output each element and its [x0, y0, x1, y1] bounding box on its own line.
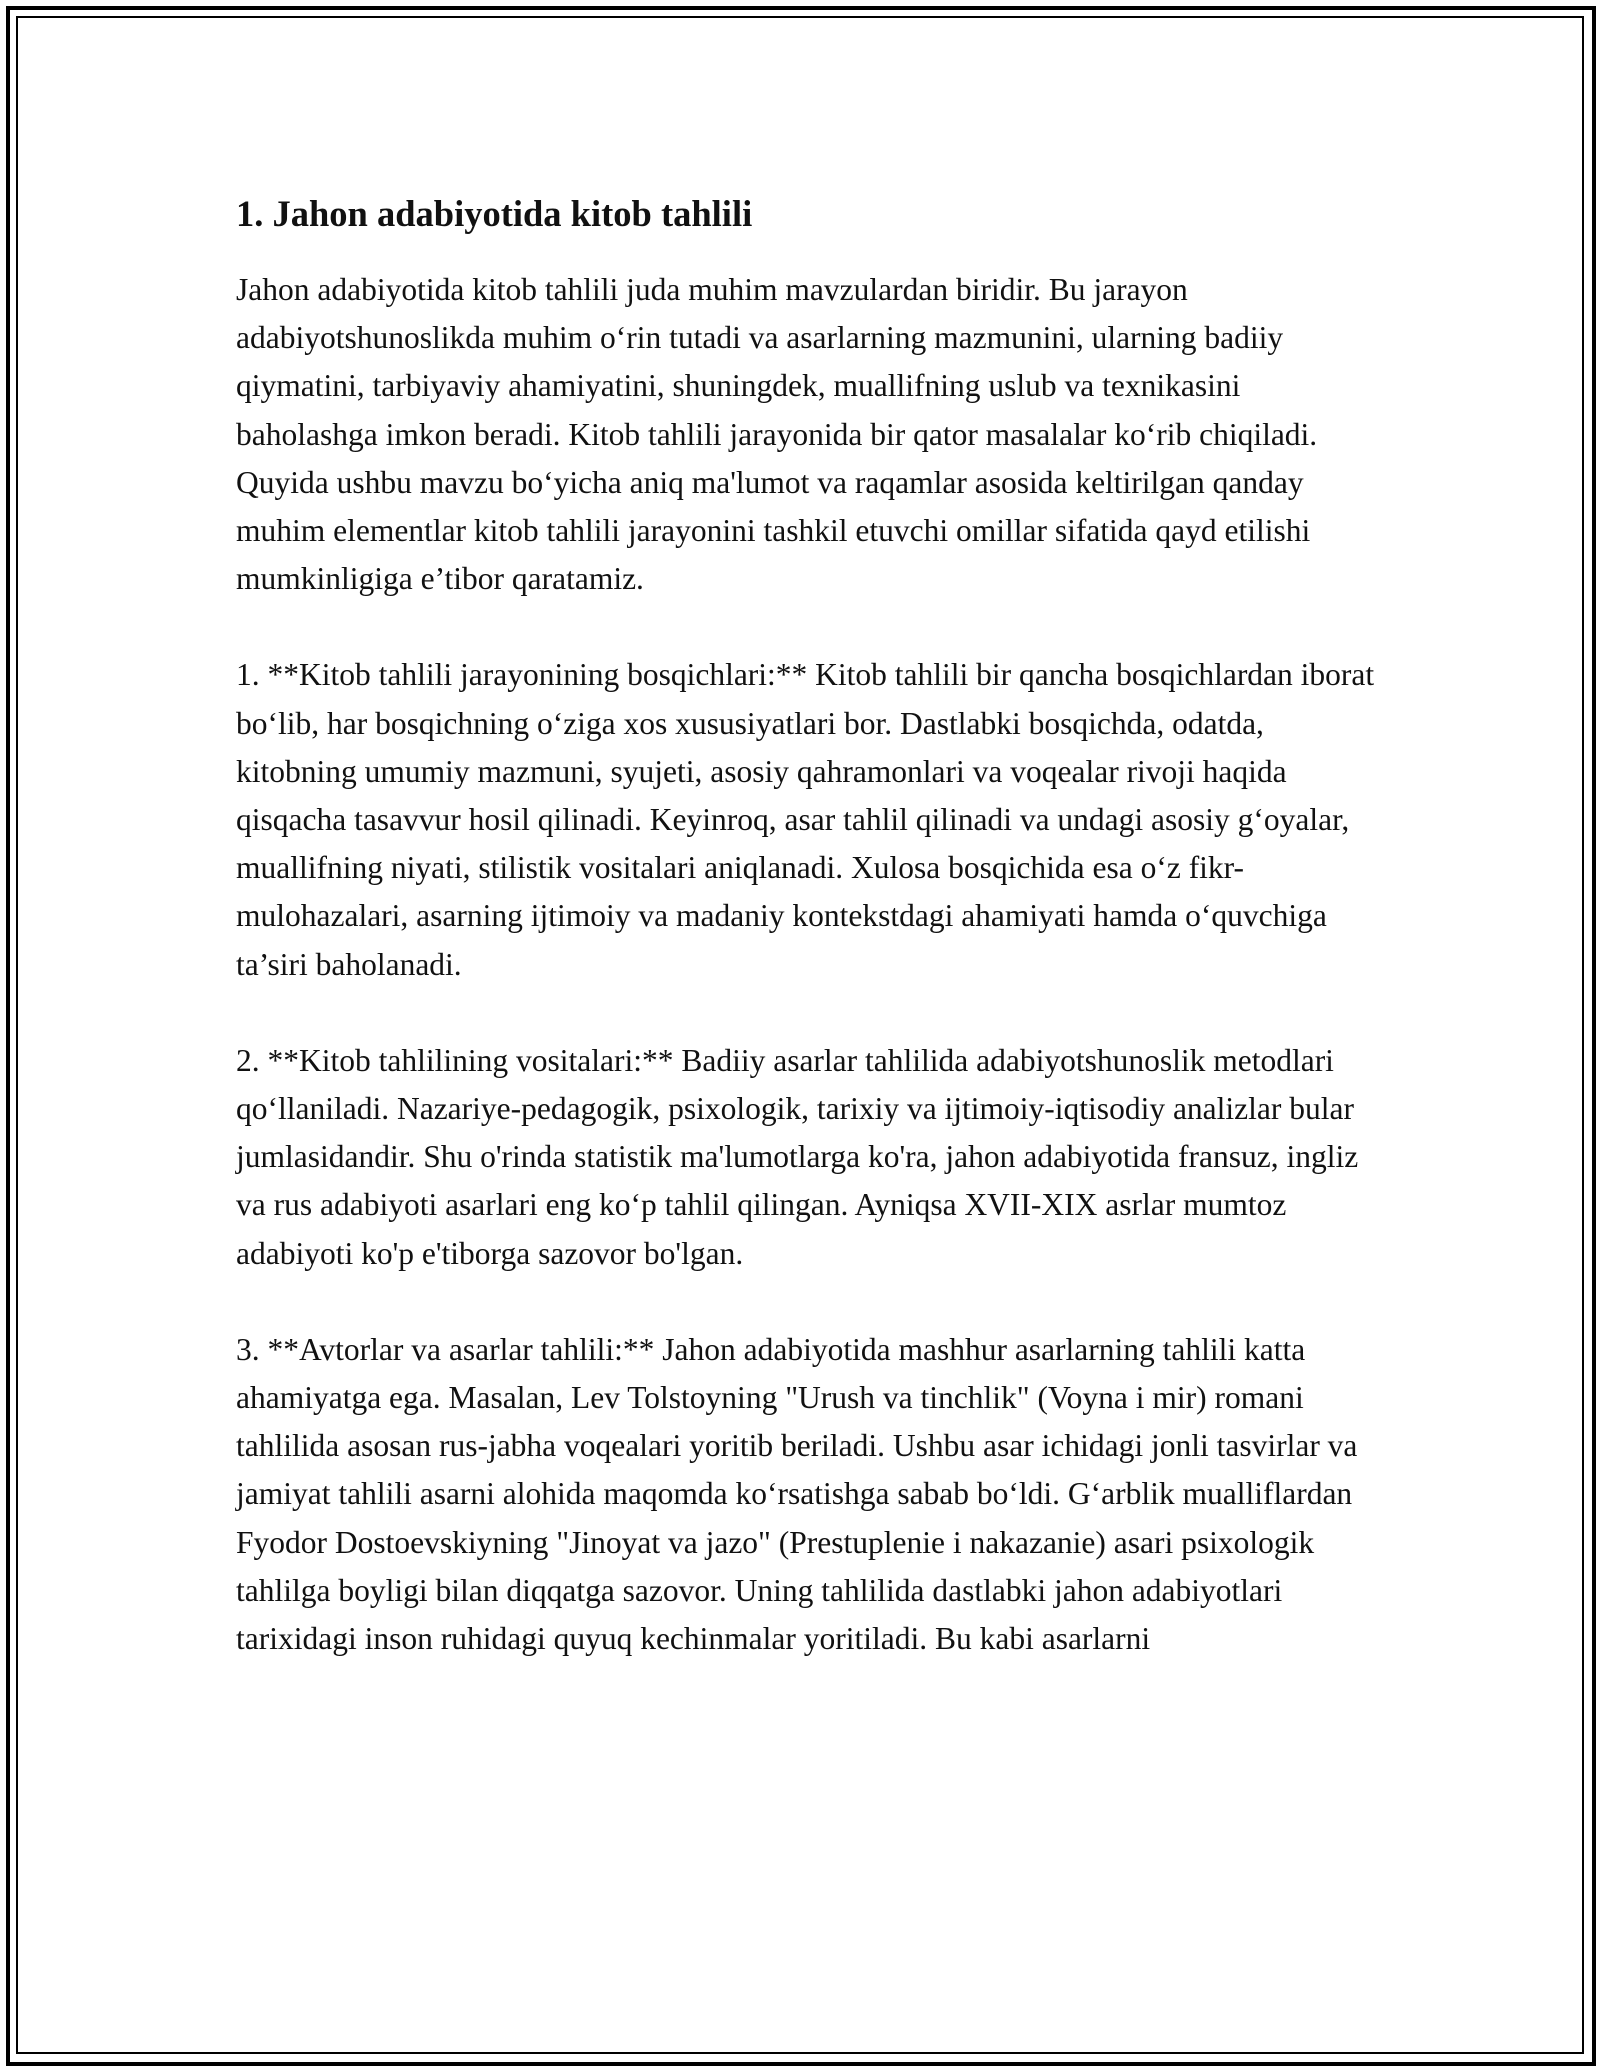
document-body — [236, 188, 1376, 1711]
intro-paragraph: Jahon adabiyotida kitob tahlili juda muhim mavzulardan biridir. Bu jarayon adabiyotshunoslikda muhim o‘rin tutadi va asarlarning mazmunini, ularning badiiy qiymatini, tarbiyaviy ahamiyatini, shuningdek, muallifning uslub va texnikasini baholashga imkon beradi. Kitob tahlili jarayonida bir qator masalalar ko‘rib chiqiladi. Quyida ushbu mavzu bo‘yicha aniq ma'lumot va raqamlar asosida keltirilgan qanday muhim elementlar kitob tahlili jarayonini tashkil etuvchi omillar sifatida qayd etilishi mumkinligiga e’tibor qaratamiz. — [236, 272, 1318, 597]
paragraph-tools: 2. **Kitob tahlilining vositalari:** Badiiy asarlar tahlilida adabiyotshunoslik metodlari qo‘llaniladi. Nazariye-pedagogik, psixologik, tarixiy va ijtimoiy-iqtisodiy analizlar bular jumlasidandir. Shu o'rinda statistik ma'lumotlarga ko'ra, jahon adabiyotida fransuz, ingliz va rus adabiyoti asarlari eng ko‘p tahlil qilingan. Ayniqsa XVII-XIX asrlar mumtoz adabiyoti ko'p e'tiborga sazovor bo'lgan. — [236, 1042, 1359, 1271]
paragraph-authors: 3. **Avtorlar va asarlar tahlili:** Jahon adabiyotida mashhur asarlarning tahlili katta ahamiyatga ega. Masalan, Lev Tolstoyning "Urush va tinchlik" (Voyna i mir) romani tahlilida asosan rus-jabha voqealari yoritib beriladi. Ushbu asar ichidagi jonli tasvirlar va jamiyat tahlili asarni alohida maqomda ko‘rsatishga sabab bo‘ldi. G‘arblik mualliflardan Fyodor Dostoevskiyning "Jinoyat va jazo" (Prestuplenie i nakazanie) asari psixologik tahlilga boyligi bilan diqqatga sazovor. Uning tahlilida dastlabki jahon adabiyotlari tarixidagi inson ruhidagi quyuq kechinmalar yoritiladi. Bu kabi asarlarni — [236, 1331, 1358, 1657]
paragraph-stages: 1. **Kitob tahlili jarayonining bosqichlari:** Kitob tahlili bir qancha bosqichlardan iborat bo‘lib, har bosqichning o‘ziga xos xususiyatlari bor. Dastlabki bosqichda, odatda, kitobning umumiy mazmuni, syujeti, asosiy qahramonlari va voqealar rivoji haqida qisqacha tasavvur hosil qilinadi. Keyinroq, asar tahlil qilinadi va undagi asosiy g‘oyalar, muallifning niyati, stilistik vositalari aniqlanadi. Xulosa bosqichida esa o‘z fikr-mulohazalari, asarning ijtimoiy va madaniy kontekstdagi ahamiyati hamda o‘quvchiga ta’siri baholanadi. — [236, 657, 1375, 982]
section-heading: 1. Jahon adabiyotida kitob tahlili — [236, 193, 753, 234]
